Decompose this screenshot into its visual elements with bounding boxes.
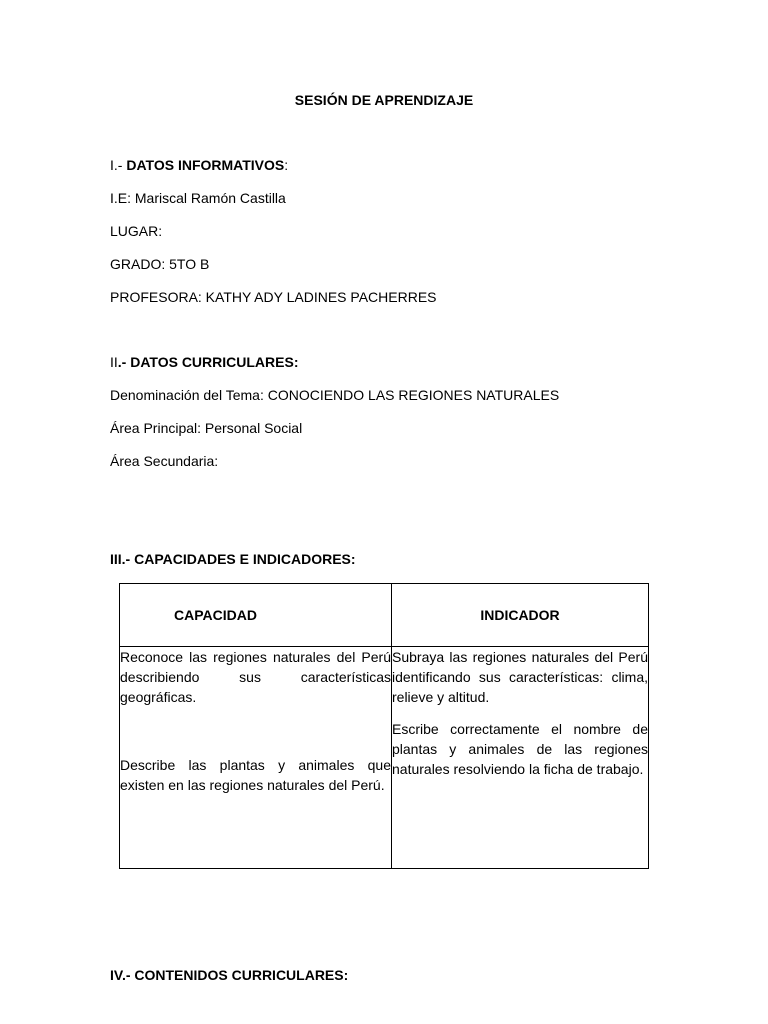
capacidad-item: Describe las plantas y animales que existen en las regiones naturales del Perú. bbox=[120, 757, 391, 793]
grado-line: GRADO: 5TO B bbox=[110, 256, 210, 272]
section-1-prefix: I.- bbox=[110, 157, 127, 173]
indicador-item: Subraya las regiones naturales del Perú identificando sus características: clima, relieve y altitud. bbox=[392, 649, 648, 705]
tema-line: Denominación del Tema: CONOCIENDO LAS REGIONES NATURALES bbox=[110, 387, 560, 403]
area-secundaria-line: Área Secundaria: bbox=[110, 453, 219, 469]
ie-line: I.E: Mariscal Ramón Castilla bbox=[110, 190, 286, 206]
section-1-heading bbox=[110, 156, 288, 174]
capacidad-item: Reconoce las regiones naturales del Perú describiendo sus características geográficas. bbox=[120, 649, 391, 705]
page-title: SESIÓN DE APRENDIZAJE bbox=[294, 92, 474, 108]
indicador-cell bbox=[392, 647, 649, 869]
capacidades-table bbox=[119, 583, 649, 869]
profesora-line: PROFESORA: KATHY ADY LADINES PACHERRES bbox=[110, 289, 437, 305]
area-principal-line: Área Principal: Personal Social bbox=[110, 420, 303, 436]
header-capacidad: CAPACIDAD bbox=[120, 584, 392, 647]
section-1-suffix: : bbox=[284, 157, 289, 173]
section-3-heading: III.- CAPACIDADES E INDICADORES: bbox=[110, 551, 356, 567]
section-2-heading-text: .- DATOS CURRICULARES: bbox=[117, 354, 299, 370]
section-1-heading-text: DATOS INFORMATIVOS bbox=[126, 157, 285, 173]
section-2-prefix: II bbox=[110, 354, 118, 370]
table-row bbox=[120, 647, 649, 869]
section-2-heading bbox=[110, 353, 298, 371]
header-indicador: INDICADOR bbox=[392, 584, 649, 647]
table-header-row bbox=[120, 584, 649, 647]
section-4-heading: IV.- CONTENIDOS CURRICULARES: bbox=[110, 967, 349, 983]
lugar-line: LUGAR: bbox=[110, 223, 163, 239]
capacidad-cell bbox=[120, 647, 392, 869]
indicador-item: Escribe correctamente el nombre de plantas y animales de las regiones naturales resolviendo la ficha de trabajo. bbox=[392, 721, 648, 777]
